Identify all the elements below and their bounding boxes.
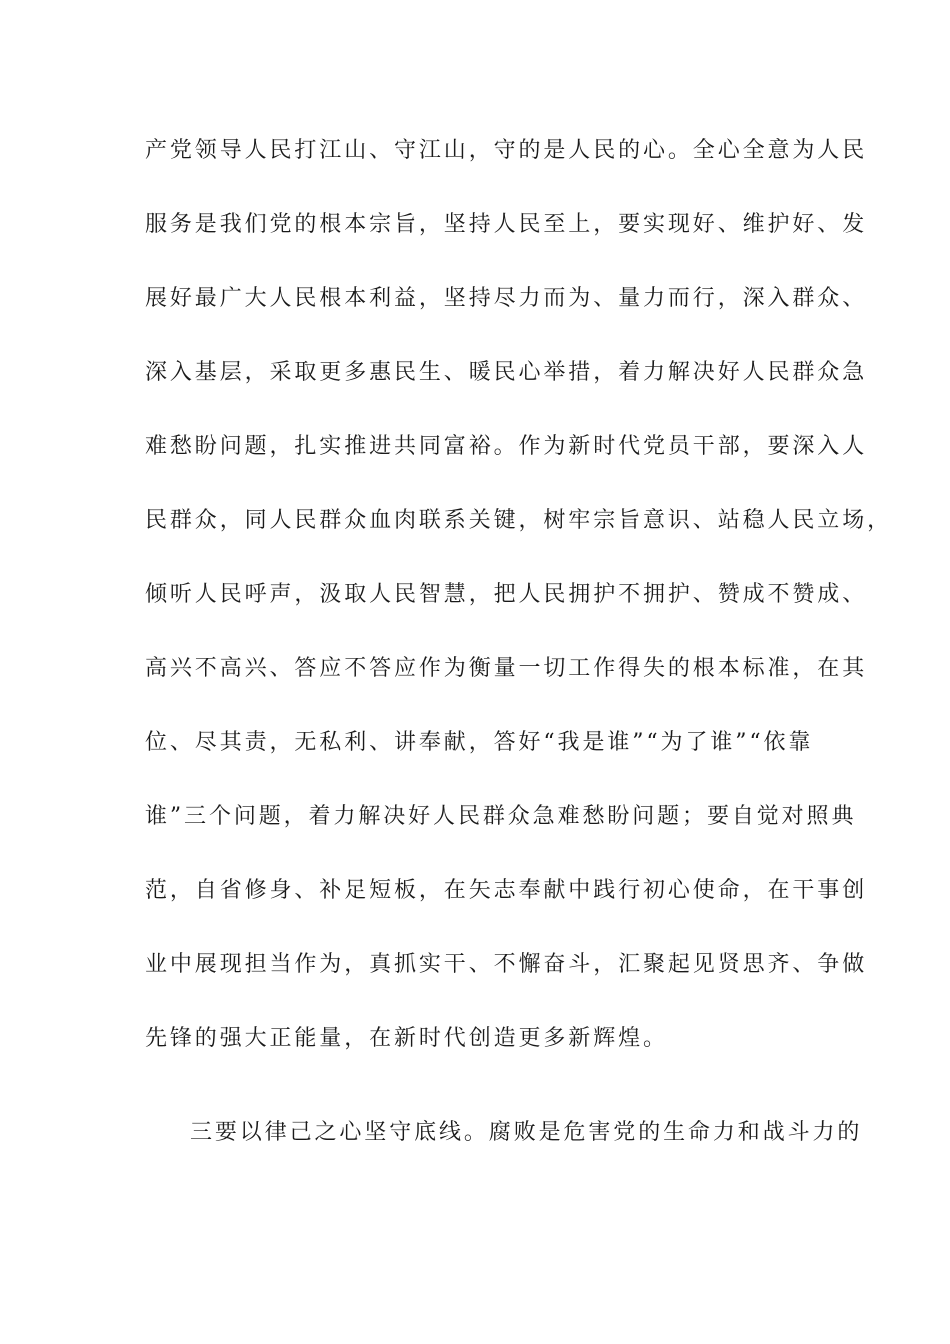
paragraph-line: 民群众，同人民群众血肉联系关键，树牢宗旨意识、站稳人民立场， [145,508,893,533]
paragraph-line: 高兴不高兴、答应不答应作为衡量一切工作得失的根本标准，在其 [145,656,868,681]
next-paragraph-first-line: 三要以律己之心坚守底线。腐败是危害党的生命力和战斗力的 [190,1120,863,1145]
paragraph-line: 产党领导人民打江山、守江山，守的是人民的心。全心全意为人民 [145,138,868,163]
paragraph-line: 谁”三个问题，着力解决好人民群众急难愁盼问题；要自觉对照典 [145,804,857,829]
paragraph-line: 业中展现担当作为，真抓实干、不懈奋斗，汇聚起见贤思齐、争做 [145,952,868,977]
paragraph-line: 位、尽其责，无私利、讲奉献，答好“我是谁”“为了谁”“依靠 [145,730,814,755]
paragraph-line: 难愁盼问题，扎实推进共同富裕。作为新时代党员干部，要深入人 [145,434,868,459]
paragraph-line: 服务是我们党的根本宗旨，坚持人民至上，要实现好、维护好、发 [145,212,868,237]
paragraph-line: 展好最广大人民根本利益，坚持尽力而为、量力而行，深入群众、 [145,286,868,311]
paragraph-line: 先锋的强大正能量，在新时代创造更多新辉煌。 [145,1026,668,1051]
paragraph-line: 范，自省修身、补足短板，在矢志奉献中践行初心使命，在干事创 [145,878,868,903]
paragraph-line: 深入基层，采取更多惠民生、暖民心举措，着力解决好人民群众急 [145,360,868,385]
paragraph-line: 倾听人民呼声，汲取人民智慧，把人民拥护不拥护、赞成不赞成、 [145,582,868,607]
